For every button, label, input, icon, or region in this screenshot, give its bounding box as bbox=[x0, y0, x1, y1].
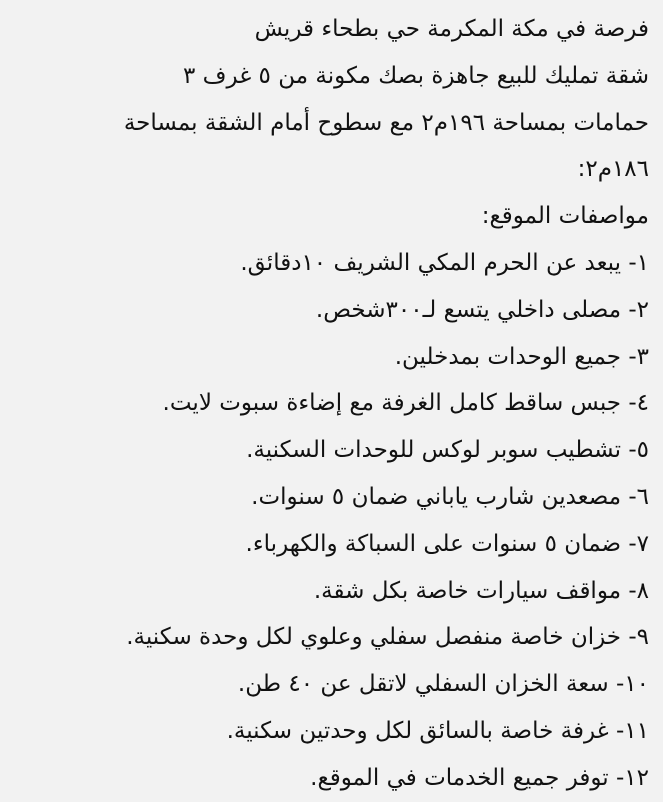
feature-item: ٩- خزان خاصة منفصل سفلي وعلوي لكل وحدة سكنية. bbox=[126, 624, 649, 651]
intro-line: ١٨٦م٢: bbox=[577, 156, 649, 183]
feature-item: ٢- مصلى داخلي يتسع لـ٣٠٠شخص. bbox=[315, 296, 649, 323]
intro-line: فرصة في مكة المكرمة حي بطحاء قريش bbox=[254, 16, 649, 42]
intro-paragraph bbox=[10, 6, 649, 193]
intro-line: حمامات بمساحة ١٩٦م٢ مع سطوح أمام الشقة بمساحة bbox=[123, 109, 649, 136]
feature-item: ١٠- سعة الخزان السفلي لاتقل عن ٤٠ طن. bbox=[237, 671, 649, 698]
feature-item: ٥- تشطيب سوبر لوكس للوحدات السكنية. bbox=[246, 437, 649, 464]
feature-item: ٧- ضمان ٥ سنوات على السباكة والكهرباء. bbox=[245, 530, 649, 557]
feature-item: ١٢- توفر جميع الخدمات في الموقع. bbox=[310, 764, 649, 791]
feature-item: ٣- جميع الوحدات بمدخلين. bbox=[394, 343, 649, 370]
features-list bbox=[10, 240, 649, 802]
feature-item: ٤- جبس ساقط كامل الغرفة مع إضاءة سبوت لايت. bbox=[162, 390, 649, 417]
feature-item: ٦- مصعدين شارب ياباني ضمان ٥ سنوات. bbox=[251, 483, 649, 510]
feature-item: ٨- مواقف سيارات خاصة بكل شقة. bbox=[313, 577, 649, 604]
feature-item: ١١- غرفة خاصة بالسائق لكل وحدتين سكنية. bbox=[226, 717, 649, 744]
intro-line: شقة تمليك للبيع جاهزة بصك مكونة من ٥ غرف ٣ bbox=[183, 62, 649, 89]
feature-item: ١- يبعد عن الحرم المكي الشريف ١٠دقائق. bbox=[240, 249, 649, 276]
features-heading: مواصفات الموقع: bbox=[481, 203, 649, 230]
